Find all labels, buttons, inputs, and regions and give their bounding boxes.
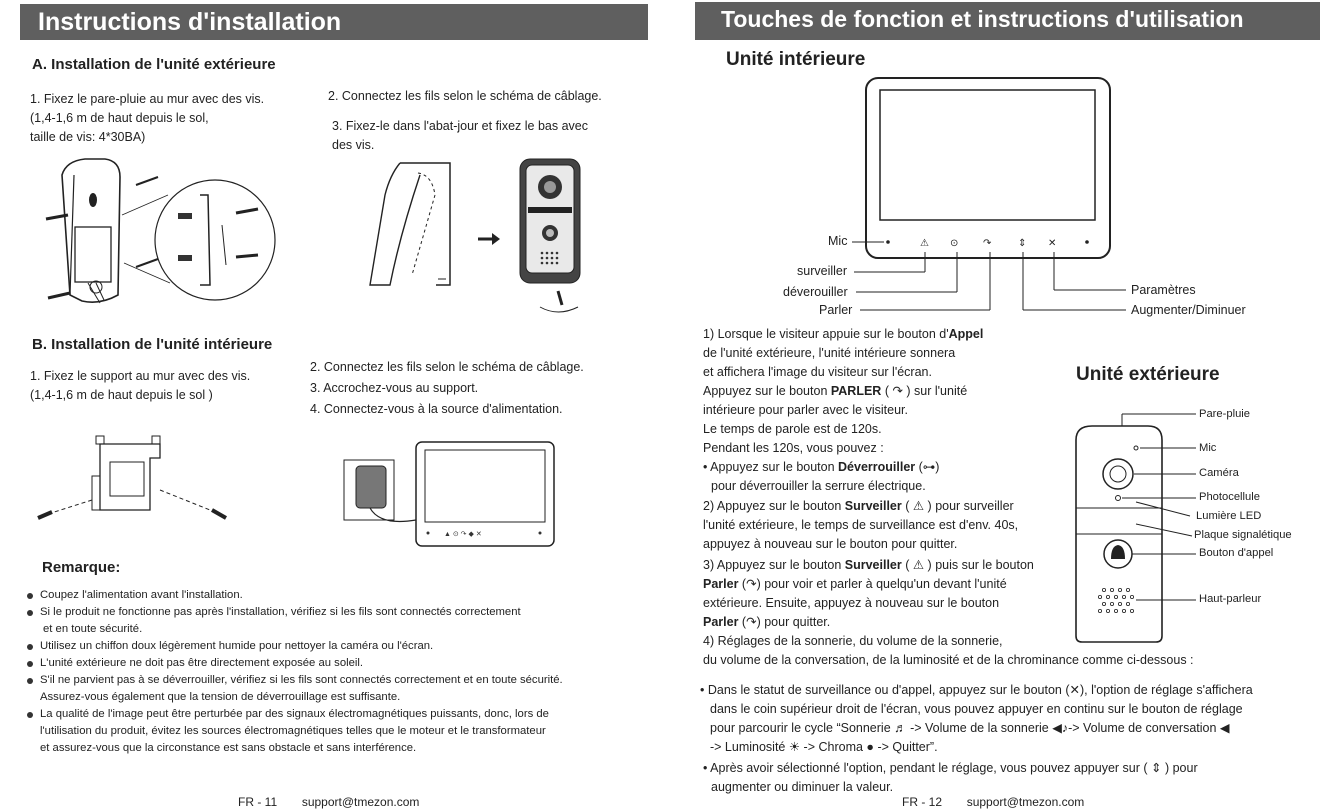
indoor-label-augmenter: Augmenter/Diminuer <box>1131 303 1246 317</box>
talk-icon: ↷ <box>746 615 757 629</box>
talk-volume-icon: ◀ <box>1219 721 1230 735</box>
left-footer <box>238 795 419 809</box>
indoor-unit-title: Unité intérieure <box>726 49 866 70</box>
right-footer <box>902 795 1084 809</box>
left-footer-email: support@tmezon.com <box>301 795 420 809</box>
settings-bullet-1: • Dans le statut de surveillance ou d'appel, appuyez sur le bouton (✕), l'option de réglage s'affichera dans le coin supérieur droit de l'écran, vous pouvez appuyer en continu sur le bouton de réglage pour parcourir le cycle “Sonnerie ♬ -> Volume de la sonnerie ◀♪-> Volume de conversation ◀ -> Luminosité ☀ -> Chroma ● -> Quitter”. <box>700 683 1253 754</box>
section-b-title: B. Installation de l'unité intérieure <box>32 336 273 353</box>
monitor-icon: ⚠ <box>912 558 925 572</box>
right-page-number: FR - 12 <box>902 795 943 809</box>
section-a-step3: 3. Fixez-le dans l'abat-jour et fixez le bas avec des vis. <box>332 119 588 152</box>
brightness-icon: ☀ <box>788 740 801 754</box>
settings-tools-icon: ✕ <box>1069 683 1080 697</box>
indoor-label-surveiller: surveiller <box>797 264 848 278</box>
instruction-paragraph-2: 2) Appuyez sur le bouton Surveiller ( ⚠ ) pour surveiller l'unité extérieure, le temps de surveillance est d'env. 40s, appuyez à nouveau sur le bouton pour quitter. <box>703 499 1019 551</box>
indoor-unit-diagram <box>780 76 1280 320</box>
outdoor-label-photocellule: Photocellule <box>1199 491 1260 503</box>
outdoor-label-plaque: Plaque signalétique <box>1194 529 1292 541</box>
section-a-title: A. Installation de l'unité extérieure <box>32 56 276 73</box>
remark-item: S'il ne parvient pas à se déverrouiller, vérifiez si les fils sont connectés correctement et en toute sécurité. Assurez-vous également que la tension de déverrouillage est suffisante. <box>24 672 644 706</box>
right-footer-email: support@tmezon.com <box>966 795 1085 809</box>
indoor-label-parler: Parler <box>819 303 853 317</box>
section-b-step1: 1. Fixez le support au mur avec des vis. (1,4-1,6 m de haut depuis le sol ) <box>30 369 251 402</box>
remark-title: Remarque: <box>42 559 121 576</box>
outdoor-unit-title: Unité extérieure <box>1076 364 1220 385</box>
outdoor-label-bouton: Bouton d'appel <box>1199 547 1274 559</box>
outdoor-label-lumiere: Lumière LED <box>1196 510 1262 522</box>
svg-text:⇕: ⇕ <box>1018 238 1027 249</box>
section-a-step2: 2. Connectez les fils selon le schéma de câblage. <box>328 89 602 103</box>
unlock-key-icon: ⊶ <box>922 460 936 474</box>
svg-text:▲ ⊙ ↷ ◆ ✕: ▲ ⊙ ↷ ◆ ✕ <box>444 531 482 538</box>
instruction-paragraph-3: 3) Appuyez sur le bouton Surveiller ( ⚠ ) puis sur le bouton Parler (↷) pour voir et parler à quelqu'un devant l'unité extérieure. Ensuite, appuyez à nouveau sur le bouton Parler (↷) pour quitter. <box>703 558 1034 629</box>
remark-item: La qualité de l'image peut être perturbée par des signaux électromagnétiques puissants, donc, lors de l'utilisation du produit, évitez les sources électromagnétiques telles que le moteur et le transformateur et assurez-vous que la circonstance est sans obstacle et sans interférence. <box>24 706 644 757</box>
svg-text:⊙: ⊙ <box>950 238 959 249</box>
outdoor-label-mic: Mic <box>1199 442 1217 454</box>
remark-item: Coupez l'alimentation avant l'installation. <box>24 587 644 604</box>
ringtone-icon: ♬ <box>894 721 907 735</box>
remark-list <box>24 587 644 757</box>
monitor-icon: ⚠ <box>912 499 925 513</box>
ring-volume-icon: ◀♪ <box>1052 721 1069 735</box>
right-page-header: Touches de fonction et instructions d'utilisation <box>695 2 1320 40</box>
left-page-number: FR - 11 <box>238 795 278 809</box>
remark-item: L'unité extérieure ne doit pas être directement exposée au soleil. <box>24 655 644 672</box>
indoor-install-illustration <box>30 430 570 550</box>
svg-text:✕: ✕ <box>1048 238 1057 249</box>
remark-item: Utilisez un chiffon doux légèrement humide pour nettoyer la caméra ou l'écran. <box>24 638 644 655</box>
outdoor-label-hautparleur: Haut-parleur <box>1199 593 1262 605</box>
section-b-steps: 2. Connectez les fils selon le schéma de câblage. 3. Accrochez-vous au support. 4. Connectez-vous à la source d'alimentation. <box>310 360 584 416</box>
talk-icon: ↷ <box>746 577 757 591</box>
indoor-label-mic: Mic <box>828 234 848 248</box>
instruction-paragraph-4: 4) Réglages de la sonnerie, du volume de la sonnerie, du volume de la conversation, de la luminosité et de la chrominance comme ci-dessous : <box>703 634 1194 667</box>
section-a-step1: 1. Fixez le pare-pluie au mur avec des vis. (1,4-1,6 m de haut depuis le sol, taille de vis: 4*30BA) <box>30 92 265 144</box>
indoor-label-parametres: Paramètres <box>1131 283 1196 297</box>
settings-bullet-2: • Après avoir sélectionné l'option, pendant le réglage, vous pouvez appuyer sur ( ⇕ ) pour augmenter ou diminuer la valeur. <box>703 761 1198 794</box>
svg-text:↷: ↷ <box>983 238 992 249</box>
chroma-palette-icon: ● <box>866 740 874 754</box>
outdoor-label-camera: Caméra <box>1199 467 1239 479</box>
outdoor-label-parapluie: Pare-pluie <box>1199 408 1250 420</box>
up-down-icon: ⇕ <box>1151 761 1162 775</box>
svg-text:⚠: ⚠ <box>920 238 929 249</box>
remark-item: Si le produit ne fonctionne pas après l'installation, vérifiez si les fils sont connectés correctement et en toute sécurité. <box>24 604 644 638</box>
talk-icon: ↷ <box>892 384 903 398</box>
instruction-paragraph-1: 1) Lorsque le visiteur appuie sur le bouton d'Appel de l'unité extérieure, l'unité intérieure sonnera et affichera l'image du visiteur sur l'écran. Appuyez sur le bouton PARLER ( ↷ ) sur l'unité intérieure pour parler avec le visiteur. Le temps de parole est de 120s. Pendant les 120s, vous pouvez : • Appuyez sur le bouton Déverrouiller (⊶) pour déverrouiller la serrure électrique. <box>703 327 984 493</box>
indoor-label-deverrouiller: déverouiller <box>783 285 848 299</box>
left-page-header: Instructions d'installation <box>20 4 648 40</box>
outdoor-install-illustration <box>40 155 620 325</box>
